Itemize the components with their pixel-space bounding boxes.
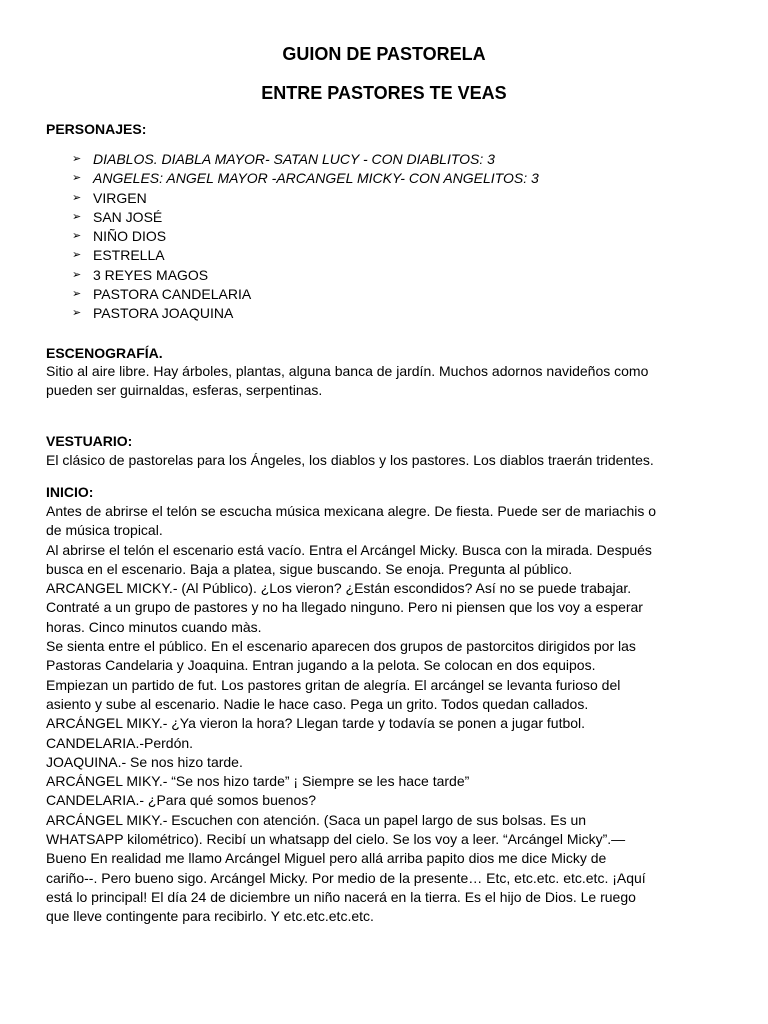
bullet-arrow-icon: ➢	[72, 172, 82, 185]
bullet-arrow-icon: ➢	[72, 249, 82, 262]
character-text: PASTORA JOAQUINA	[93, 305, 234, 322]
text-line: El clásico de pastorelas para los Ángeles, los diablos y los pastores. Los diablos traerán tridentes.	[46, 452, 654, 468]
text-line: que lleve contingente para recibirlo. Y etc.etc.etc.etc.	[46, 908, 374, 925]
character-text: NIÑO DIOS	[93, 228, 167, 245]
bullet-arrow-icon: ➢	[72, 210, 82, 223]
character-item	[72, 189, 539, 208]
character-item	[72, 208, 539, 227]
scenography-paragraph	[46, 362, 736, 401]
character-item	[72, 266, 539, 285]
text-line: Sitio al aire libre. Hay árboles, plantas, alguna banca de jardín. Muchos adornos navideños como	[46, 363, 649, 379]
scenography-heading: ESCENOGRAFÍA.	[46, 345, 163, 361]
text-line: Al abrirse el telón el escenario está vacío. Entra el Arcángel Micky. Busca con la mirada. Después	[46, 541, 652, 558]
text-line: CANDELARIA.- ¿Para qué somos buenos?	[46, 792, 317, 809]
character-text: VIRGEN	[93, 189, 147, 206]
text-line: WHATSAPP kilométrico). Recibí un whatsapp del cielo. Se los voy a leer. “Arcángel Micky”.—	[46, 831, 626, 848]
text-line: JOAQUINA.- Se nos hizo tarde.	[46, 753, 243, 770]
text-line: ARCANGEL MICKY.- (Al Público). ¿Los vieron? ¿Están escondidos? Así no se puede trabajar.	[46, 580, 632, 597]
bullet-arrow-icon: ➢	[72, 268, 82, 281]
character-text: DIABLOS. DIABLA MAYOR- SATAN LUCY - CON DIABLITOS: 3	[93, 151, 495, 167]
bullet-arrow-icon: ➢	[72, 153, 82, 165]
character-text: SAN JOSÉ	[93, 208, 163, 225]
text-line: busca en el escenario. Baja a platea, sigue buscando. Se enoja. Pregunta al público.	[46, 560, 573, 577]
text-line: Pastoras Candelaria y Joaquina. Entran jugando a la pelota. Se colocan en dos equipos.	[46, 657, 596, 674]
text-line: horas. Cinco minutos cuando màs.	[46, 618, 262, 635]
text-line: Contraté a un grupo de pastores y no ha llegado ninguno. Pero ni piensen que los voy a esperar	[46, 599, 643, 616]
start-paragraph	[46, 502, 736, 927]
text-line: de música tropical.	[46, 522, 163, 539]
character-text: ESTRELLA	[93, 247, 165, 264]
character-text: PASTORA CANDELARIA	[93, 286, 252, 303]
costume-paragraph	[46, 451, 736, 470]
text-line: está lo principal! El día 24 de diciembre un niño nacerá en la tierra. Es el hijo de Dios. Le ruego	[46, 888, 636, 905]
text-line: CANDELARIA.-Perdón.	[46, 734, 194, 751]
character-text: 3 REYES MAGOS	[93, 266, 209, 283]
character-item	[72, 227, 539, 246]
start-heading: INICIO:	[46, 484, 94, 500]
bullet-arrow-icon: ➢	[72, 288, 82, 301]
characters-list	[72, 150, 539, 324]
character-item	[72, 246, 539, 265]
characters-heading: PERSONAJES:	[46, 121, 147, 137]
text-line: Empiezan un partido de fut. Los pastores gritan de alegría. El arcángel se levanta furioso del	[46, 676, 621, 693]
character-item	[72, 285, 539, 304]
document-subtitle: ENTRE PASTORES TE VEAS	[261, 83, 507, 103]
text-line: cariño--. Pero bueno sigo. Arcángel Micky. Por medio de la presente… Etc, etc.etc. etc.etc. ¡Aquí	[46, 869, 646, 886]
bullet-arrow-icon: ➢	[72, 307, 82, 320]
text-line: Se sienta entre el público. En el escenario aparecen dos grupos de pastorcitos dirigidos por las	[46, 638, 636, 655]
text-line: ARCÁNGEL MIKY.- Escuchen con atención. (Saca un papel largo de sus bolsas. Es un	[46, 811, 587, 828]
character-item	[72, 169, 539, 188]
character-text: ANGELES: ANGEL MAYOR -ARCANGEL MICKY- CON ANGELITOS: 3	[93, 170, 539, 187]
character-item	[72, 304, 539, 323]
bullet-arrow-icon: ➢	[72, 191, 82, 204]
bullet-arrow-icon: ➢	[72, 230, 82, 243]
document-title: GUION DE PASTORELA	[282, 44, 486, 64]
costume-heading: VESTUARIO:	[46, 433, 133, 449]
text-line: asiento y sube al escenario. Nadie le hace caso. Pega un grito. Todos quedan callados.	[46, 695, 589, 712]
text-line: ARCÁNGEL MIKY.- ¿Ya vieron la hora? Llegan tarde y todavía se ponen a jugar futbol.	[46, 715, 586, 732]
character-item	[72, 150, 539, 169]
text-line: Antes de abrirse el telón se escucha música mexicana alegre. De fiesta. Puede ser de mariachis o	[46, 503, 657, 519]
text-line: pueden ser guirnaldas, esferas, serpentinas.	[46, 382, 323, 399]
text-line: ARCÁNGEL MIKY.- “Se nos hizo tarde” ¡ Siempre se les hace tarde”	[46, 773, 470, 790]
text-line: Bueno En realidad me llamo Arcángel Miguel pero allá arriba papito dios me dice Micky de	[46, 850, 607, 867]
